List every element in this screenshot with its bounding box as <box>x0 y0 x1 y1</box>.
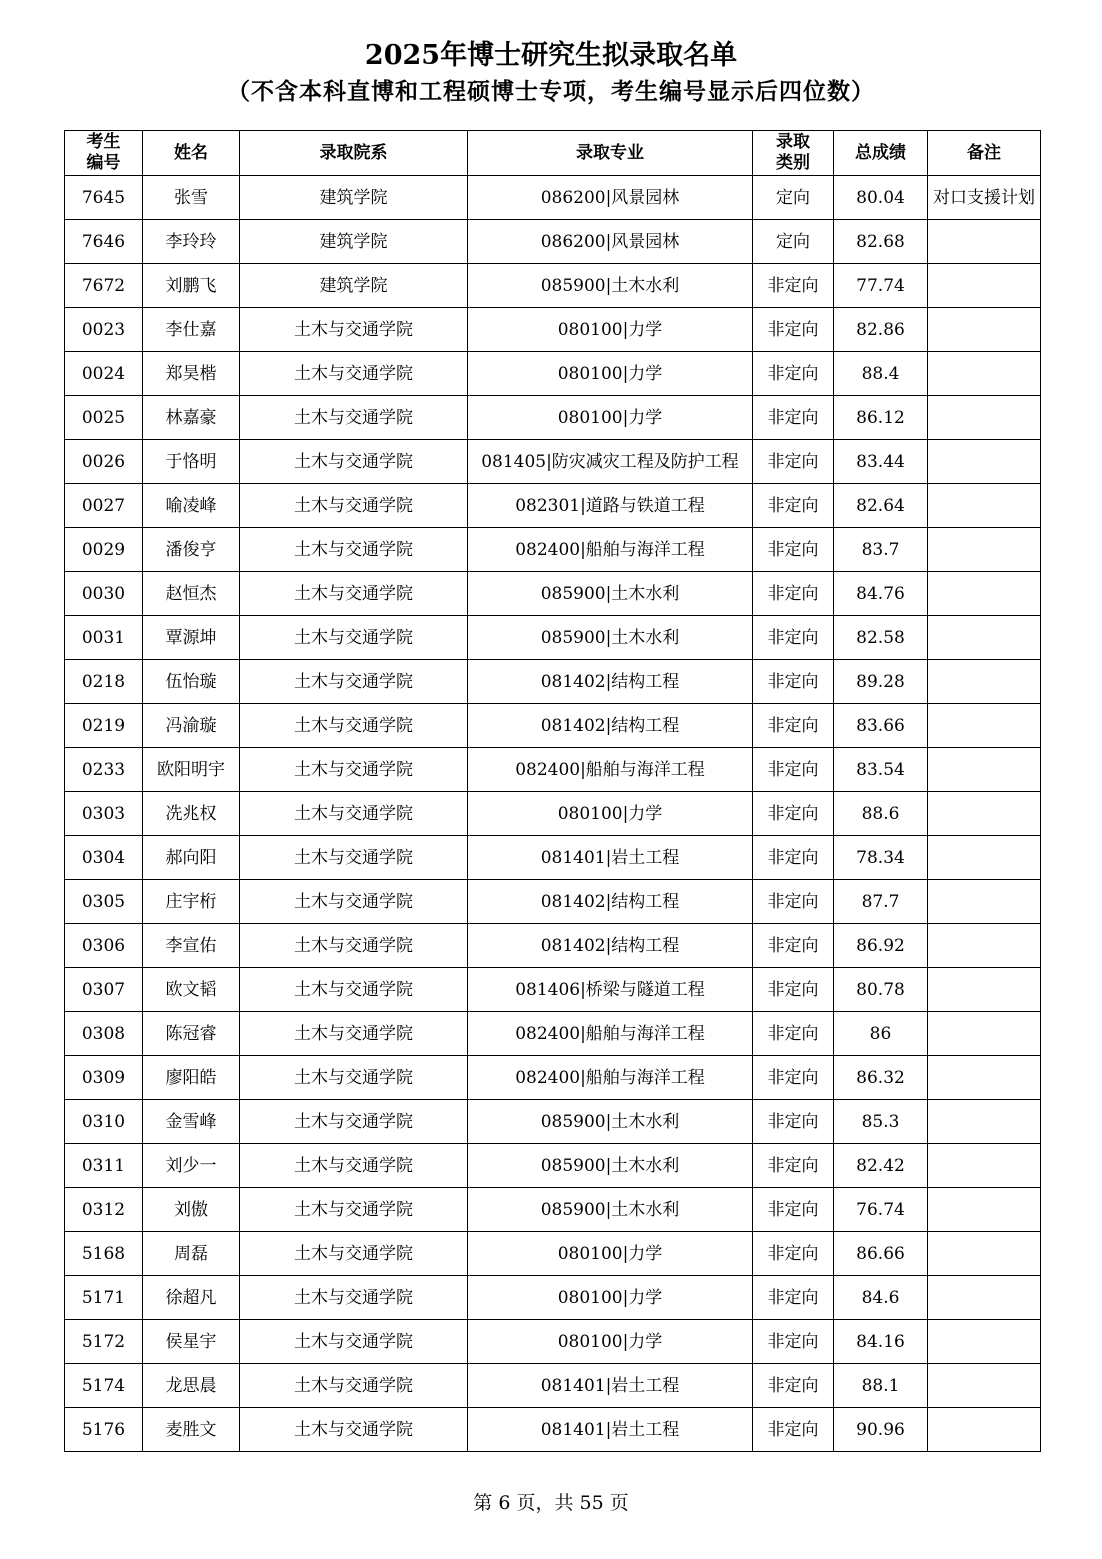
cell-id: 0310 <box>65 1100 143 1144</box>
cell-name: 林嘉豪 <box>143 396 240 440</box>
cell-type: 非定向 <box>753 1100 834 1144</box>
cell-school: 土木与交通学院 <box>240 660 468 704</box>
cell-id: 7645 <box>65 176 143 220</box>
cell-id: 0307 <box>65 968 143 1012</box>
cell-name: 廖阳皓 <box>143 1056 240 1100</box>
cell-note <box>928 968 1041 1012</box>
cell-school: 土木与交通学院 <box>240 704 468 748</box>
cell-major: 085900|土木水利 <box>468 1188 753 1232</box>
cell-school: 土木与交通学院 <box>240 572 468 616</box>
cell-type: 非定向 <box>753 792 834 836</box>
header-school: 录取院系 <box>240 131 468 176</box>
cell-school: 土木与交通学院 <box>240 352 468 396</box>
cell-school: 土木与交通学院 <box>240 1012 468 1056</box>
cell-note <box>928 352 1041 396</box>
cell-school: 建筑学院 <box>240 264 468 308</box>
table-row <box>65 748 1041 792</box>
table-row <box>65 880 1041 924</box>
cell-score: 84.6 <box>834 1276 928 1320</box>
cell-school: 土木与交通学院 <box>240 792 468 836</box>
cell-type: 非定向 <box>753 528 834 572</box>
cell-score: 83.54 <box>834 748 928 792</box>
table-row <box>65 396 1041 440</box>
cell-major: 081406|桥梁与隧道工程 <box>468 968 753 1012</box>
cell-score: 90.96 <box>834 1408 928 1452</box>
table-row <box>65 308 1041 352</box>
cell-major: 082400|船舶与海洋工程 <box>468 1012 753 1056</box>
cell-type: 非定向 <box>753 1232 834 1276</box>
cell-score: 82.86 <box>834 308 928 352</box>
cell-name: 郝向阳 <box>143 836 240 880</box>
cell-id: 5174 <box>65 1364 143 1408</box>
cell-id: 0031 <box>65 616 143 660</box>
header-name: 姓名 <box>143 131 240 176</box>
cell-note <box>928 1232 1041 1276</box>
cell-school: 土木与交通学院 <box>240 1408 468 1452</box>
cell-major: 085900|土木水利 <box>468 616 753 660</box>
cell-type: 非定向 <box>753 1320 834 1364</box>
header-major: 录取专业 <box>468 131 753 176</box>
cell-score: 85.3 <box>834 1100 928 1144</box>
cell-score: 83.7 <box>834 528 928 572</box>
cell-major: 082400|船舶与海洋工程 <box>468 528 753 572</box>
cell-type: 非定向 <box>753 1408 834 1452</box>
document-title: 2025年博士研究生拟录取名单 <box>364 40 738 71</box>
cell-score: 86.92 <box>834 924 928 968</box>
cell-major: 081401|岩土工程 <box>468 836 753 880</box>
cell-score: 80.04 <box>834 176 928 220</box>
table-row <box>65 220 1041 264</box>
cell-type: 非定向 <box>753 440 834 484</box>
header-score: 总成绩 <box>834 131 928 176</box>
cell-note <box>928 1364 1041 1408</box>
cell-id: 0312 <box>65 1188 143 1232</box>
cell-name: 郑昊楷 <box>143 352 240 396</box>
cell-school: 建筑学院 <box>240 176 468 220</box>
table-row <box>65 660 1041 704</box>
cell-note <box>928 1056 1041 1100</box>
cell-school: 土木与交通学院 <box>240 484 468 528</box>
cell-name: 龙思晨 <box>143 1364 240 1408</box>
cell-score: 77.74 <box>834 264 928 308</box>
cell-score: 87.7 <box>834 880 928 924</box>
cell-major: 081402|结构工程 <box>468 660 753 704</box>
cell-type: 非定向 <box>753 1188 834 1232</box>
cell-school: 土木与交通学院 <box>240 1364 468 1408</box>
cell-type: 定向 <box>753 220 834 264</box>
cell-major: 081402|结构工程 <box>468 704 753 748</box>
cell-school: 土木与交通学院 <box>240 308 468 352</box>
cell-note <box>928 308 1041 352</box>
cell-type: 非定向 <box>753 748 834 792</box>
cell-school: 建筑学院 <box>240 220 468 264</box>
cell-name: 欧阳明宇 <box>143 748 240 792</box>
table-row <box>65 1144 1041 1188</box>
table-row <box>65 1364 1041 1408</box>
cell-score: 80.78 <box>834 968 928 1012</box>
cell-major: 085900|土木水利 <box>468 1144 753 1188</box>
cell-note <box>928 1012 1041 1056</box>
cell-id: 0027 <box>65 484 143 528</box>
cell-name: 伍怡璇 <box>143 660 240 704</box>
cell-name: 麦胜文 <box>143 1408 240 1452</box>
table-row <box>65 1056 1041 1100</box>
cell-score: 82.58 <box>834 616 928 660</box>
cell-note <box>928 924 1041 968</box>
cell-school: 土木与交通学院 <box>240 396 468 440</box>
table-row <box>65 836 1041 880</box>
cell-id: 0309 <box>65 1056 143 1100</box>
admission-table <box>64 130 1041 1452</box>
cell-name: 周磊 <box>143 1232 240 1276</box>
cell-note <box>928 1188 1041 1232</box>
cell-id: 0218 <box>65 660 143 704</box>
table-row <box>65 1232 1041 1276</box>
table-row <box>65 1408 1041 1452</box>
cell-id: 0233 <box>65 748 143 792</box>
cell-type: 非定向 <box>753 968 834 1012</box>
cell-note <box>928 1320 1041 1364</box>
cell-note <box>928 572 1041 616</box>
cell-name: 李玲玲 <box>143 220 240 264</box>
cell-name: 李仕嘉 <box>143 308 240 352</box>
cell-type: 非定向 <box>753 308 834 352</box>
cell-score: 88.1 <box>834 1364 928 1408</box>
cell-id: 0303 <box>65 792 143 836</box>
cell-school: 土木与交通学院 <box>240 1232 468 1276</box>
table-row <box>65 1320 1041 1364</box>
header-note: 备注 <box>928 131 1041 176</box>
cell-id: 0025 <box>65 396 143 440</box>
cell-note <box>928 264 1041 308</box>
table-row <box>65 484 1041 528</box>
cell-major: 080100|力学 <box>468 1232 753 1276</box>
cell-type: 非定向 <box>753 352 834 396</box>
cell-name: 刘少一 <box>143 1144 240 1188</box>
cell-major: 081402|结构工程 <box>468 924 753 968</box>
cell-id: 0304 <box>65 836 143 880</box>
cell-school: 土木与交通学院 <box>240 1144 468 1188</box>
cell-major: 082400|船舶与海洋工程 <box>468 1056 753 1100</box>
cell-score: 86.66 <box>834 1232 928 1276</box>
cell-school: 土木与交通学院 <box>240 1320 468 1364</box>
table-row <box>65 616 1041 660</box>
cell-note <box>928 1144 1041 1188</box>
cell-major: 081401|岩土工程 <box>468 1408 753 1452</box>
cell-type: 非定向 <box>753 1144 834 1188</box>
cell-note <box>928 440 1041 484</box>
cell-type: 非定向 <box>753 836 834 880</box>
cell-name: 喻凌峰 <box>143 484 240 528</box>
cell-major: 080100|力学 <box>468 1320 753 1364</box>
document-subtitle: （不含本科直博和工程硕博士专项，考生编号显示后四位数） <box>227 78 875 105</box>
cell-type: 定向 <box>753 176 834 220</box>
table-row <box>65 440 1041 484</box>
cell-note <box>928 792 1041 836</box>
cell-note <box>928 880 1041 924</box>
cell-school: 土木与交通学院 <box>240 836 468 880</box>
header-type: 录取类别 <box>753 131 834 176</box>
cell-major: 086200|风景园林 <box>468 220 753 264</box>
table-row <box>65 572 1041 616</box>
cell-id: 0026 <box>65 440 143 484</box>
cell-school: 土木与交通学院 <box>240 528 468 572</box>
cell-id: 5176 <box>65 1408 143 1452</box>
cell-school: 土木与交通学院 <box>240 1056 468 1100</box>
table-row <box>65 968 1041 1012</box>
cell-major: 086200|风景园林 <box>468 176 753 220</box>
cell-id: 0024 <box>65 352 143 396</box>
cell-score: 83.44 <box>834 440 928 484</box>
cell-id: 0219 <box>65 704 143 748</box>
cell-major: 081401|岩土工程 <box>468 1364 753 1408</box>
table-row <box>65 704 1041 748</box>
cell-type: 非定向 <box>753 1056 834 1100</box>
cell-name: 潘俊亨 <box>143 528 240 572</box>
cell-major: 082400|船舶与海洋工程 <box>468 748 753 792</box>
cell-score: 88.4 <box>834 352 928 396</box>
cell-note <box>928 660 1041 704</box>
cell-score: 84.76 <box>834 572 928 616</box>
cell-note <box>928 1100 1041 1144</box>
cell-major: 080100|力学 <box>468 308 753 352</box>
cell-id: 0305 <box>65 880 143 924</box>
cell-name: 庄宇桁 <box>143 880 240 924</box>
cell-name: 冼兆权 <box>143 792 240 836</box>
header-id: 考生编号 <box>65 131 143 176</box>
cell-type: 非定向 <box>753 396 834 440</box>
cell-id: 5172 <box>65 1320 143 1364</box>
cell-type: 非定向 <box>753 1276 834 1320</box>
cell-score: 89.28 <box>834 660 928 704</box>
cell-name: 陈冠睿 <box>143 1012 240 1056</box>
cell-name: 刘鹏飞 <box>143 264 240 308</box>
cell-school: 土木与交通学院 <box>240 1100 468 1144</box>
cell-type: 非定向 <box>753 880 834 924</box>
cell-name: 张雪 <box>143 176 240 220</box>
cell-major: 085900|土木水利 <box>468 1100 753 1144</box>
cell-major: 080100|力学 <box>468 1276 753 1320</box>
table-row <box>65 1012 1041 1056</box>
cell-score: 76.74 <box>834 1188 928 1232</box>
cell-type: 非定向 <box>753 704 834 748</box>
cell-school: 土木与交通学院 <box>240 880 468 924</box>
cell-score: 78.34 <box>834 836 928 880</box>
cell-type: 非定向 <box>753 660 834 704</box>
cell-school: 土木与交通学院 <box>240 968 468 1012</box>
cell-type: 非定向 <box>753 572 834 616</box>
cell-school: 土木与交通学院 <box>240 1276 468 1320</box>
cell-type: 非定向 <box>753 1364 834 1408</box>
cell-score: 82.68 <box>834 220 928 264</box>
cell-id: 5168 <box>65 1232 143 1276</box>
cell-score: 83.66 <box>834 704 928 748</box>
cell-type: 非定向 <box>753 924 834 968</box>
cell-note <box>928 1276 1041 1320</box>
cell-type: 非定向 <box>753 264 834 308</box>
cell-major: 080100|力学 <box>468 352 753 396</box>
table-row <box>65 792 1041 836</box>
cell-name: 刘傲 <box>143 1188 240 1232</box>
cell-score: 86.32 <box>834 1056 928 1100</box>
cell-type: 非定向 <box>753 484 834 528</box>
cell-score: 84.16 <box>834 1320 928 1364</box>
cell-name: 侯星宇 <box>143 1320 240 1364</box>
cell-name: 欧文韬 <box>143 968 240 1012</box>
page-footer: 第 6 页，共 55 页 <box>473 1492 629 1514</box>
cell-score: 86.12 <box>834 396 928 440</box>
cell-note <box>928 704 1041 748</box>
cell-note <box>928 616 1041 660</box>
cell-major: 080100|力学 <box>468 396 753 440</box>
cell-note: 对口支援计划 <box>928 176 1041 220</box>
cell-name: 覃源坤 <box>143 616 240 660</box>
cell-id: 0306 <box>65 924 143 968</box>
cell-name: 冯渝璇 <box>143 704 240 748</box>
cell-id: 0023 <box>65 308 143 352</box>
cell-note <box>928 528 1041 572</box>
cell-school: 土木与交通学院 <box>240 616 468 660</box>
table-row <box>65 1276 1041 1320</box>
cell-name: 金雪峰 <box>143 1100 240 1144</box>
cell-id: 0311 <box>65 1144 143 1188</box>
cell-note <box>928 220 1041 264</box>
table-row <box>65 528 1041 572</box>
cell-type: 非定向 <box>753 1012 834 1056</box>
cell-major: 080100|力学 <box>468 792 753 836</box>
cell-note <box>928 484 1041 528</box>
cell-name: 徐超凡 <box>143 1276 240 1320</box>
cell-id: 5171 <box>65 1276 143 1320</box>
table-row <box>65 176 1041 220</box>
cell-id: 0308 <box>65 1012 143 1056</box>
cell-name: 于恪明 <box>143 440 240 484</box>
cell-id: 0030 <box>65 572 143 616</box>
cell-score: 86 <box>834 1012 928 1056</box>
cell-school: 土木与交通学院 <box>240 1188 468 1232</box>
cell-major: 081402|结构工程 <box>468 880 753 924</box>
table-row <box>65 352 1041 396</box>
cell-id: 7672 <box>65 264 143 308</box>
table-row <box>65 1188 1041 1232</box>
table-body <box>65 176 1041 1452</box>
cell-id: 7646 <box>65 220 143 264</box>
cell-major: 082301|道路与铁道工程 <box>468 484 753 528</box>
cell-name: 赵恒杰 <box>143 572 240 616</box>
cell-type: 非定向 <box>753 616 834 660</box>
cell-note <box>928 748 1041 792</box>
cell-score: 88.6 <box>834 792 928 836</box>
cell-score: 82.42 <box>834 1144 928 1188</box>
cell-school: 土木与交通学院 <box>240 748 468 792</box>
table-row <box>65 1100 1041 1144</box>
cell-score: 82.64 <box>834 484 928 528</box>
cell-school: 土木与交通学院 <box>240 924 468 968</box>
table-header-row <box>65 131 1041 176</box>
cell-note <box>928 836 1041 880</box>
cell-id: 0029 <box>65 528 143 572</box>
cell-school: 土木与交通学院 <box>240 440 468 484</box>
cell-name: 李宣佑 <box>143 924 240 968</box>
cell-major: 085900|土木水利 <box>468 572 753 616</box>
table-row <box>65 264 1041 308</box>
cell-major: 085900|土木水利 <box>468 264 753 308</box>
cell-major: 081405|防灾减灾工程及防护工程 <box>468 440 753 484</box>
cell-note <box>928 396 1041 440</box>
table-row <box>65 924 1041 968</box>
cell-note <box>928 1408 1041 1452</box>
